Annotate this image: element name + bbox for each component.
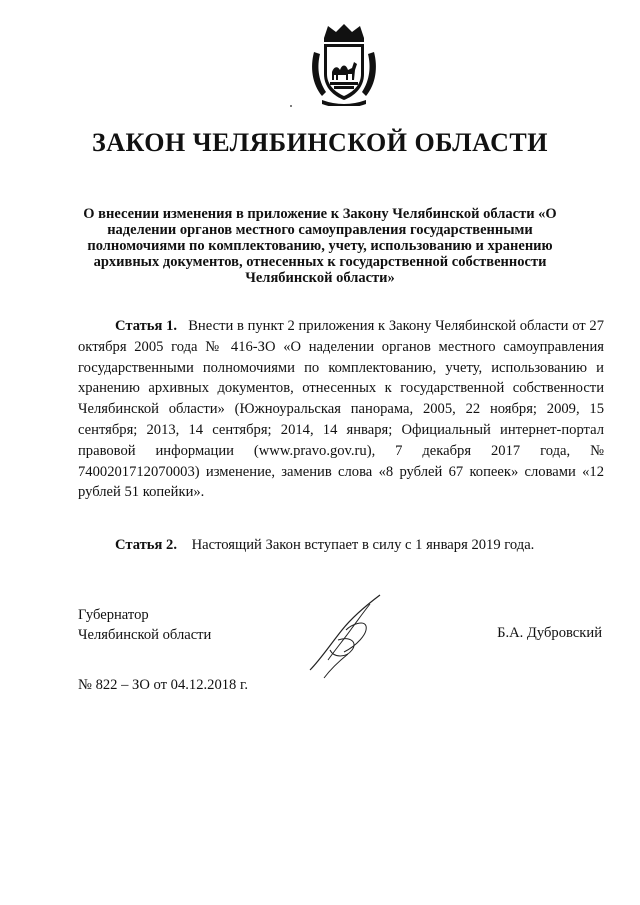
document-subtitle: О внесении изменения в приложение к Закону Челябинской области «О наделении органов местного самоуправления государственными полномочиями по комплектованию, учету, использованию и хранению архивных документов, отнесенных к государственной собственности Челябинской области»	[83, 206, 557, 286]
governor-name: Б.А. Дубровский	[497, 625, 602, 641]
coat-of-arms-icon	[308, 22, 380, 106]
signature-image	[300, 590, 395, 680]
governor-title-line1: Губернатор	[78, 607, 149, 623]
article-1	[78, 316, 604, 503]
article-1-text: Внести в пункт 2 приложения к Закону Челябинской области от 27 октября 2005 года № 416-ЗО «О наделении органов местного самоуправления государственными полномочиями по комплектованию, учету, использованию и хранению архивных документов, отнесенных к государственной собственности Челябинской области» (Южноуральская панорама, 2005, 22 ноября; 2009, 15 сентября; 2013, 14 сентября; 2014, 14 января; Официальный интернет-портал правовой информации (www.pravo.gov.ru), 7 декабря 2017 года, № 7400201712070003) изменение, заменив слова «8 рублей 67 копеек» словами «12 рублей 51 копейки».	[78, 318, 604, 501]
law-number-date: № 822 – ЗО от 04.12.2018 г.	[78, 677, 248, 693]
governor-title-line2: Челябинской области	[78, 627, 212, 643]
article-1-label: Статья 1.	[115, 318, 178, 334]
article-2	[78, 535, 604, 556]
governor-title	[78, 605, 211, 645]
article-2-text: Настоящий Закон вступает в силу с 1 января 2019 года.	[191, 537, 535, 553]
document-title: ЗАКОН ЧЕЛЯБИНСКОЙ ОБЛАСТИ	[92, 128, 548, 157]
scan-speck	[290, 105, 292, 107]
article-2-label: Статья 2.	[115, 537, 177, 553]
